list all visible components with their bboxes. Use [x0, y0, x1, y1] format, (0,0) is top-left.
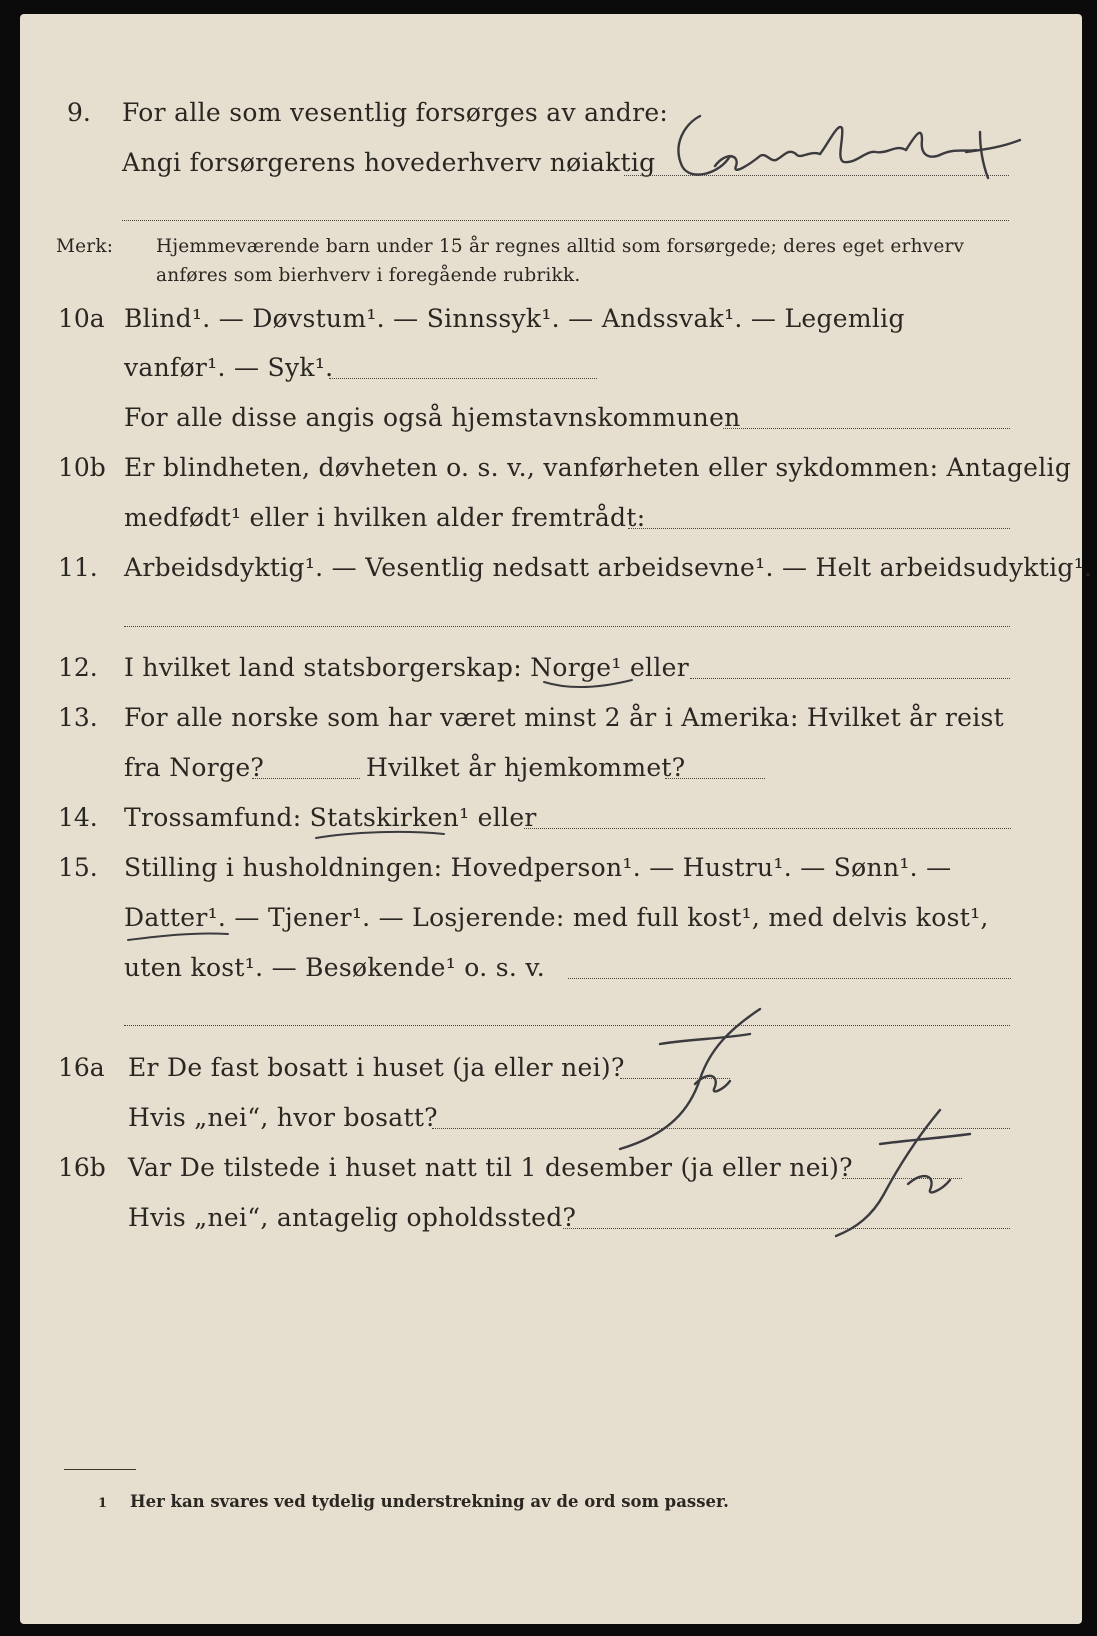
q15-answer-line — [568, 978, 1011, 979]
q15-number: 15. — [58, 853, 98, 882]
q12-number: 12. — [58, 653, 98, 682]
q10a-line3: For alle disse angis også hjemstavnskommunen — [124, 403, 741, 432]
q12-line1: I hvilket land statsborgerskap: Norge¹ eller — [124, 653, 689, 682]
merk-line1: Hjemmeværende barn under 15 år regnes alltid som forsørgede; deres eget erhverv — [156, 236, 965, 257]
q10b-number: 10b — [58, 453, 106, 482]
handwritten-ja-16a — [600, 999, 760, 1159]
q10b-line2: medfødt¹ eller i hvilken alder fremtrådt: — [124, 503, 646, 532]
q14-line1: Trossamfund: Statskirken¹ eller — [124, 803, 537, 832]
q13-line2a: fra Norge? — [124, 753, 265, 782]
q14-answer-line — [524, 828, 1011, 829]
q13-hjemkommet-answer-line — [665, 778, 765, 779]
footnote-mark: 1 — [98, 1496, 108, 1511]
q13-line2b: Hvilket år hjemkommet? — [366, 753, 686, 782]
q14-number: 14. — [58, 803, 98, 832]
merk-line2: anføres som bierhverv i foregående rubrikk. — [156, 265, 581, 286]
q15-line3: uten kost¹. — Besøkende¹ o. s. v. — [124, 953, 546, 982]
merk-label: Merk: — [56, 236, 114, 257]
q9-line1: For alle som vesentlig forsørges av andre: — [122, 98, 669, 127]
census-form-page — [20, 14, 1093, 1624]
q16b-line1: Var De tilstede i huset natt til 1 desember (ja eller nei)? — [128, 1153, 853, 1182]
q13-line1: For alle norske som har været minst 2 år i Amerika: Hvilket år reist — [124, 703, 1005, 732]
q15-line1: Stilling i husholdningen: Hovedperson¹. — Hustru¹. — Sønn¹. — — [124, 853, 952, 882]
q16a-line1: Er De fast bosatt i huset (ja eller nei)? — [128, 1053, 625, 1082]
q10a-line1: Blind¹. — Døvstum¹. — Sinnssyk¹. — Andssvak¹. — Legemlig — [124, 304, 905, 333]
q15-rule — [124, 1025, 1010, 1026]
handwritten-ja-16b — [800, 1104, 980, 1244]
q16b-line2: Hvis „nei“, antagelig opholdssted? — [128, 1203, 577, 1232]
underline-statskirken — [312, 828, 452, 848]
underline-norge — [540, 676, 640, 696]
q9-rule — [122, 220, 1009, 221]
q9-number: 9. — [67, 98, 91, 127]
q10a-number: 10a — [58, 304, 105, 333]
handwritten-occupation — [660, 104, 1040, 194]
q10a-line2: vanfør¹. — Syk¹. — [124, 353, 334, 382]
q16b-number: 16b — [58, 1153, 106, 1182]
q10a-kommune-answer-line — [723, 428, 1010, 429]
q9-line2: Angi forsørgerens hovederhverv nøiaktig — [122, 148, 656, 177]
q13-reist-answer-line — [252, 778, 360, 779]
q10b-line1: Er blindheten, døvheten o. s. v., vanførheten eller sykdommen: Antagelig — [124, 453, 1072, 482]
q10a-syk-answer-line — [329, 378, 597, 379]
footnote-text: Her kan svares ved tydelig understrekning av de ord som passer. — [130, 1492, 729, 1511]
q10b-answer-line — [628, 528, 1010, 529]
q16a-line2: Hvis „nei“, hvor bosatt? — [128, 1103, 438, 1132]
footnote-rule — [64, 1469, 136, 1470]
q11-number: 11. — [58, 553, 98, 582]
q16a-number: 16a — [58, 1053, 105, 1082]
q15-line2: Datter¹. — Tjener¹. — Losjerende: med full kost¹, med delvis kost¹, — [124, 903, 989, 932]
underline-datter — [124, 928, 234, 948]
q12-answer-line — [690, 678, 1010, 679]
q13-number: 13. — [58, 703, 98, 732]
q11-line1: Arbeidsdyktig¹. — Vesentlig nedsatt arbeidsevne¹. — Helt arbeidsudyktig¹. — [124, 553, 1093, 582]
q11-rule — [124, 626, 1010, 627]
